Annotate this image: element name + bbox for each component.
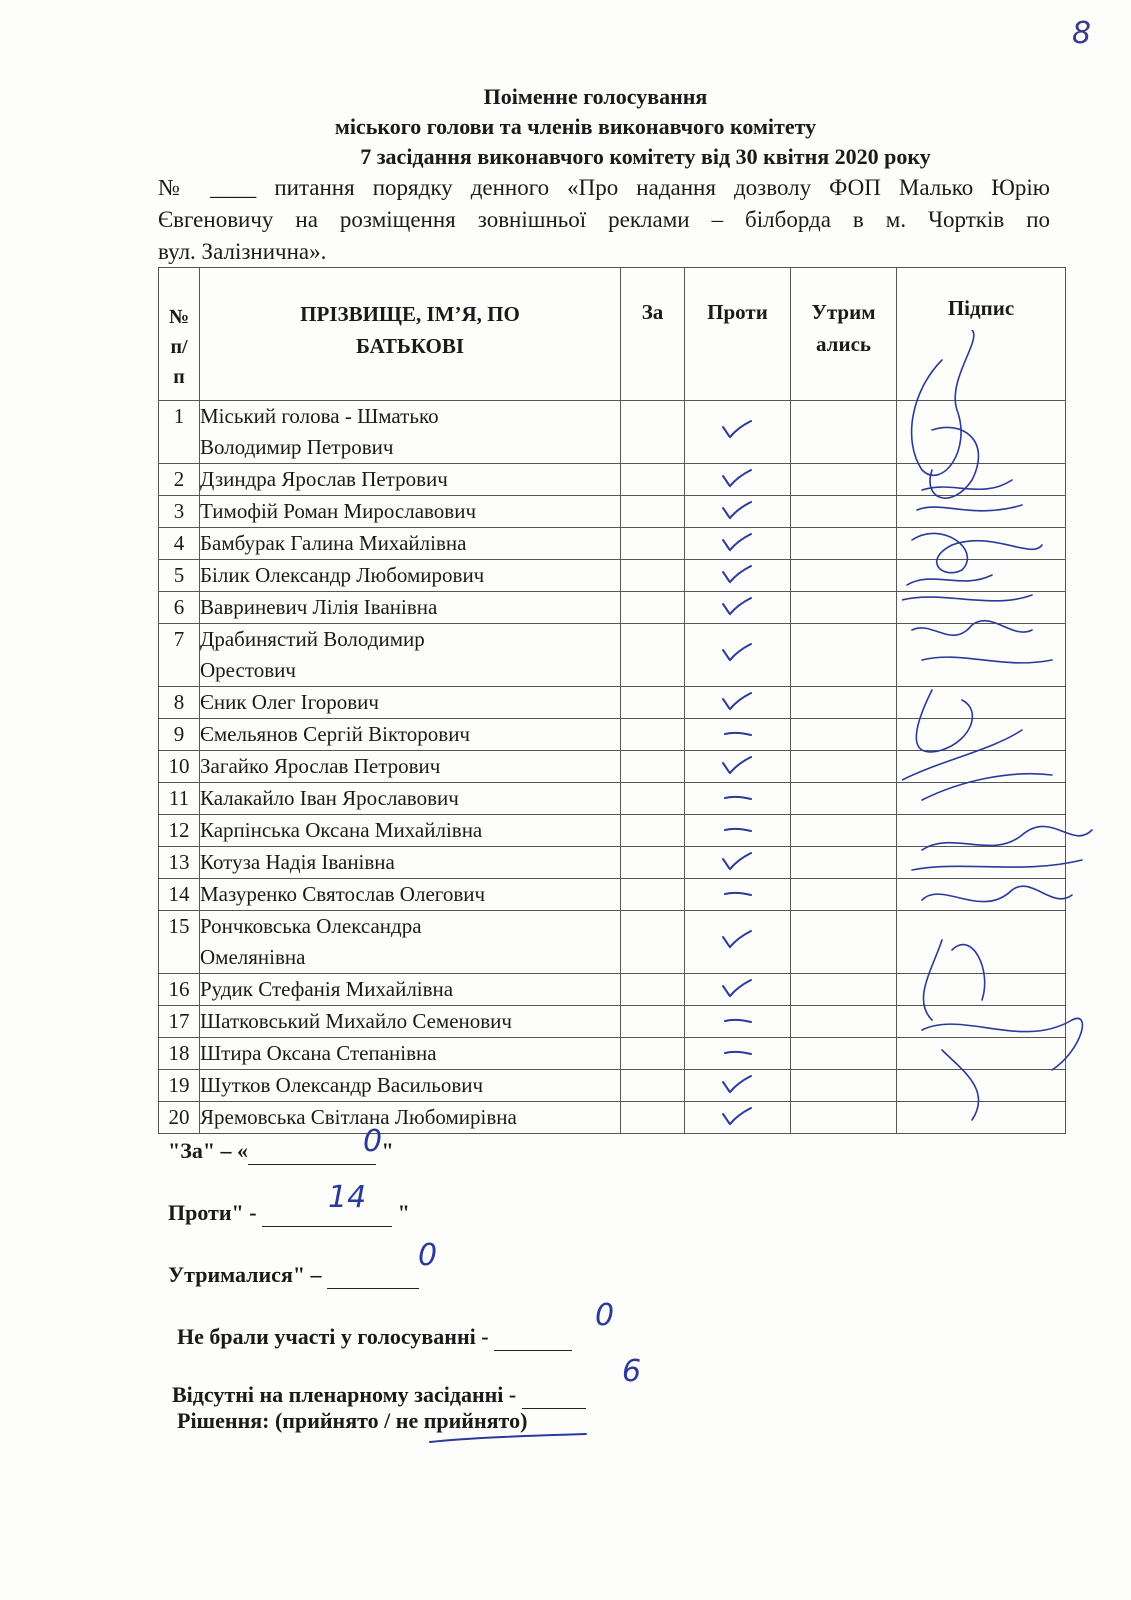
tally-for-value: 0 — [363, 1124, 383, 1159]
member-name — [200, 687, 621, 719]
cell-against — [685, 528, 791, 560]
table-row — [159, 496, 1066, 528]
table-row — [159, 624, 1066, 687]
cell-for — [621, 401, 685, 464]
cell-abstained — [791, 751, 897, 783]
cell-signature — [897, 783, 1066, 815]
tally-for — [168, 1124, 394, 1165]
cell-signature — [897, 1006, 1066, 1038]
dash-mark-icon — [723, 1016, 753, 1026]
tally-absent-label: Відсутні на пленарному засіданні - — [172, 1382, 522, 1407]
check-mark-icon — [721, 978, 753, 998]
cell-for — [621, 1102, 685, 1134]
header-name-line: ПРІЗВИЩЕ, ІМ’Я, ПО — [300, 302, 520, 326]
row-number: 3 — [159, 496, 200, 528]
dash-mark-icon — [723, 825, 753, 835]
check-mark-icon — [721, 500, 753, 520]
member-name — [200, 751, 621, 783]
cell-for — [621, 815, 685, 847]
row-number: 16 — [159, 974, 200, 1006]
member-name — [200, 1070, 621, 1102]
table-row — [159, 401, 1066, 464]
decision-underline-mark — [428, 1432, 588, 1446]
cell-against — [685, 783, 791, 815]
row-number: 4 — [159, 528, 200, 560]
tally-abstained — [168, 1238, 438, 1289]
cell-signature — [897, 879, 1066, 911]
tally-absent — [172, 1354, 642, 1409]
member-name-line: Рудик Стефанія Михайлівна — [200, 977, 454, 1001]
row-number: 18 — [159, 1038, 200, 1070]
header-signature — [897, 268, 1066, 401]
table-row — [159, 783, 1066, 815]
check-mark-icon — [721, 419, 753, 439]
tally-for-label: "За" – « — [168, 1138, 249, 1163]
tally-against — [168, 1180, 410, 1227]
member-name — [200, 496, 621, 528]
cell-for — [621, 847, 685, 879]
cell-abstained — [791, 911, 897, 974]
check-mark-icon — [721, 564, 753, 584]
table-row — [159, 592, 1066, 624]
cell-abstained — [791, 1102, 897, 1134]
table-row — [159, 847, 1066, 879]
cell-signature — [897, 624, 1066, 687]
member-name-line: Котуза Надія Іванівна — [200, 850, 395, 874]
member-name — [200, 879, 621, 911]
cell-against — [685, 687, 791, 719]
cell-abstained — [791, 847, 897, 879]
table-row — [159, 911, 1066, 974]
cell-against — [685, 464, 791, 496]
tally-abstained-value: 0 — [418, 1238, 438, 1273]
cell-against — [685, 1070, 791, 1102]
cell-signature — [897, 751, 1066, 783]
tally-not-voted — [177, 1298, 615, 1351]
cell-for — [621, 879, 685, 911]
question-line-3: вул. Залізнична». — [158, 239, 327, 264]
cell-signature — [897, 401, 1066, 464]
member-name-line: Карпінська Оксана Михайлівна — [200, 818, 483, 842]
table-row — [159, 1006, 1066, 1038]
member-name-line: Загайко Ярослав Петрович — [200, 754, 441, 778]
cell-for — [621, 751, 685, 783]
member-name-line: Дзиндра Ярослав Петрович — [200, 467, 448, 491]
cell-against — [685, 560, 791, 592]
member-name-line: Тимофій Роман Мирославович — [200, 499, 477, 523]
cell-for — [621, 719, 685, 751]
header-number-line: № — [168, 306, 190, 328]
member-name — [200, 624, 621, 687]
cell-signature — [897, 496, 1066, 528]
member-name — [200, 560, 621, 592]
member-name — [200, 528, 621, 560]
member-name-line: Міський голова - Шматько — [200, 404, 439, 428]
row-number: 5 — [159, 560, 200, 592]
tally-against-value: 14 — [328, 1180, 367, 1215]
check-mark-icon — [721, 532, 753, 552]
header-signature-label: Підпис — [947, 296, 1015, 320]
check-mark-icon — [721, 691, 753, 711]
dash-mark-icon — [723, 1048, 753, 1058]
cell-for — [621, 974, 685, 1006]
member-name — [200, 401, 621, 464]
cell-signature — [897, 560, 1066, 592]
row-number: 8 — [159, 687, 200, 719]
cell-for — [621, 1038, 685, 1070]
table-row — [159, 560, 1066, 592]
tally-not-voted-value: 0 — [595, 1298, 615, 1333]
cell-for — [621, 911, 685, 974]
dash-mark-icon — [723, 729, 753, 739]
cell-abstained — [791, 528, 897, 560]
cell-signature — [897, 1038, 1066, 1070]
member-name-line: Яремовська Світлана Любомирівна — [200, 1105, 517, 1129]
cell-abstained — [791, 974, 897, 1006]
table-row — [159, 528, 1066, 560]
tally-not-voted-label: Не брали участі у голосуванні - — [177, 1324, 495, 1349]
cell-for — [621, 783, 685, 815]
cell-for — [621, 592, 685, 624]
check-mark-icon — [721, 1074, 753, 1094]
member-name — [200, 1006, 621, 1038]
row-number: 17 — [159, 1006, 200, 1038]
tally-not-voted-blank — [494, 1324, 572, 1351]
header-number — [159, 268, 200, 401]
cell-against — [685, 1102, 791, 1134]
member-name — [200, 911, 621, 974]
table-row — [159, 719, 1066, 751]
table-row — [159, 974, 1066, 1006]
row-number: 19 — [159, 1070, 200, 1102]
cell-for — [621, 496, 685, 528]
member-name — [200, 815, 621, 847]
row-number: 15 — [159, 911, 200, 974]
cell-abstained — [791, 879, 897, 911]
member-name-line: Орестович — [200, 658, 296, 682]
cell-signature — [897, 719, 1066, 751]
cell-against — [685, 847, 791, 879]
tally-for-end: " — [376, 1138, 394, 1163]
row-number: 6 — [159, 592, 200, 624]
row-number: 10 — [159, 751, 200, 783]
table-row — [159, 815, 1066, 847]
title-line-2: міського голови та членів виконавчого комітету — [334, 114, 817, 139]
cell-abstained — [791, 401, 897, 464]
member-name — [200, 847, 621, 879]
header-number-line: п/ — [170, 336, 188, 358]
cell-against — [685, 719, 791, 751]
header-for-label: За — [641, 300, 664, 324]
tally-abstained-label: Утрималися" – — [168, 1262, 328, 1287]
cell-abstained — [791, 560, 897, 592]
cell-abstained — [791, 1038, 897, 1070]
dash-mark-icon — [723, 793, 753, 803]
cell-signature — [897, 592, 1066, 624]
tally-against-end: " — [392, 1200, 410, 1225]
cell-signature — [897, 464, 1066, 496]
header-against — [685, 268, 791, 401]
row-number: 11 — [159, 783, 200, 815]
cell-against — [685, 911, 791, 974]
cell-against — [685, 815, 791, 847]
member-name-line: Володимир Петрович — [200, 435, 394, 459]
tally-against-label: Проти" - — [168, 1200, 263, 1225]
check-mark-icon — [721, 596, 753, 616]
cell-signature — [897, 528, 1066, 560]
member-name-line: Мазуренко Святослав Олегович — [200, 882, 486, 906]
cell-against — [685, 974, 791, 1006]
cell-for — [621, 687, 685, 719]
check-mark-icon — [721, 642, 753, 662]
member-name-line: Єник Олег Ігорович — [200, 690, 379, 714]
cell-abstained — [791, 464, 897, 496]
question-line-2: Євгеновичу на розміщення зовнішньої реклами – білборда в м. Чортків по — [158, 207, 1050, 232]
header-abstained-line: Утрим — [811, 300, 876, 324]
member-name-line: Калакайло Іван Ярославович — [200, 786, 459, 810]
cell-against — [685, 496, 791, 528]
row-number: 2 — [159, 464, 200, 496]
table-row — [159, 751, 1066, 783]
check-mark-icon — [721, 468, 753, 488]
page-number: 8 — [1072, 16, 1092, 51]
tally-absent-value: 6 — [622, 1354, 642, 1389]
cell-abstained — [791, 687, 897, 719]
cell-against — [685, 624, 791, 687]
member-name — [200, 464, 621, 496]
check-mark-icon — [721, 755, 753, 775]
member-name-line: Білик Олександр Любомирович — [200, 563, 485, 587]
header-abstained-line: ались — [816, 332, 871, 356]
member-name-line: Бамбурак Галина Михайлівна — [200, 531, 467, 555]
header-number-line: п — [173, 366, 185, 388]
cell-against — [685, 592, 791, 624]
cell-abstained — [791, 1070, 897, 1102]
tally-abstained-blank — [327, 1262, 419, 1289]
cell-for — [621, 528, 685, 560]
title-line-3: 7 засідання виконавчого комітету від 30 квітня 2020 року — [360, 144, 931, 169]
cell-against — [685, 1006, 791, 1038]
tally-for-blank — [248, 1138, 376, 1165]
cell-abstained — [791, 496, 897, 528]
table-row — [159, 464, 1066, 496]
row-number: 9 — [159, 719, 200, 751]
cell-signature — [897, 847, 1066, 879]
cell-for — [621, 560, 685, 592]
member-name-line: Шутков Олександр Васильович — [200, 1073, 484, 1097]
header-for — [621, 268, 685, 401]
cell-for — [621, 464, 685, 496]
check-mark-icon — [721, 1106, 753, 1126]
table-row — [159, 1038, 1066, 1070]
member-name-line: Ємельянов Сергій Вікторович — [200, 722, 470, 746]
header-abstained — [791, 268, 897, 401]
row-number: 14 — [159, 879, 200, 911]
row-number: 7 — [159, 624, 200, 687]
table-row — [159, 879, 1066, 911]
agenda-question — [158, 172, 1050, 268]
cell-abstained — [791, 783, 897, 815]
cell-against — [685, 879, 791, 911]
cell-abstained — [791, 624, 897, 687]
member-name — [200, 974, 621, 1006]
cell-for — [621, 1070, 685, 1102]
title-line-1: Поіменне голосування — [483, 84, 708, 109]
tally-absent-blank — [522, 1382, 586, 1409]
row-number: 13 — [159, 847, 200, 879]
cell-abstained — [791, 1006, 897, 1038]
check-mark-icon — [721, 851, 753, 871]
member-name — [200, 1038, 621, 1070]
table-header-row — [159, 268, 1066, 401]
cell-signature — [897, 687, 1066, 719]
member-name-line: Омелянівна — [200, 945, 306, 969]
decision-line: Рішення: (прийнято / не прийнято) — [177, 1408, 528, 1433]
cell-abstained — [791, 719, 897, 751]
dash-mark-icon — [723, 889, 753, 899]
cell-against — [685, 751, 791, 783]
cell-abstained — [791, 592, 897, 624]
cell-signature — [897, 815, 1066, 847]
cell-for — [621, 624, 685, 687]
table-row — [159, 1070, 1066, 1102]
vote-table — [158, 267, 1066, 1134]
cell-signature — [897, 1102, 1066, 1134]
member-name-line: Штира Оксана Степанівна — [200, 1041, 437, 1065]
cell-for — [621, 1006, 685, 1038]
member-name — [200, 783, 621, 815]
header-name — [200, 268, 621, 401]
member-name-line: Вавриневич Лілія Іванівна — [200, 595, 438, 619]
table-row — [159, 1102, 1066, 1134]
table-row — [159, 687, 1066, 719]
row-number: 20 — [159, 1102, 200, 1134]
member-name-line: Рончковська Олександра — [200, 914, 422, 938]
question-line-1: № ____ питання порядку денного «Про надання дозволу ФОП Малько Юрію — [158, 175, 1050, 200]
header-against-label: Проти — [707, 300, 768, 324]
cell-signature — [897, 974, 1066, 1006]
header-name-line: БАТЬКОВІ — [355, 334, 465, 358]
member-name-line: Драбинястий Володимир — [200, 627, 425, 651]
check-mark-icon — [721, 929, 753, 949]
member-name — [200, 719, 621, 751]
member-name — [200, 1102, 621, 1134]
cell-abstained — [791, 815, 897, 847]
row-number: 12 — [159, 815, 200, 847]
member-name-line: Шатковський Михайло Семенович — [200, 1009, 512, 1033]
cell-signature — [897, 911, 1066, 974]
cell-against — [685, 401, 791, 464]
row-number: 1 — [159, 401, 200, 464]
member-name — [200, 592, 621, 624]
cell-signature — [897, 1070, 1066, 1102]
cell-against — [685, 1038, 791, 1070]
